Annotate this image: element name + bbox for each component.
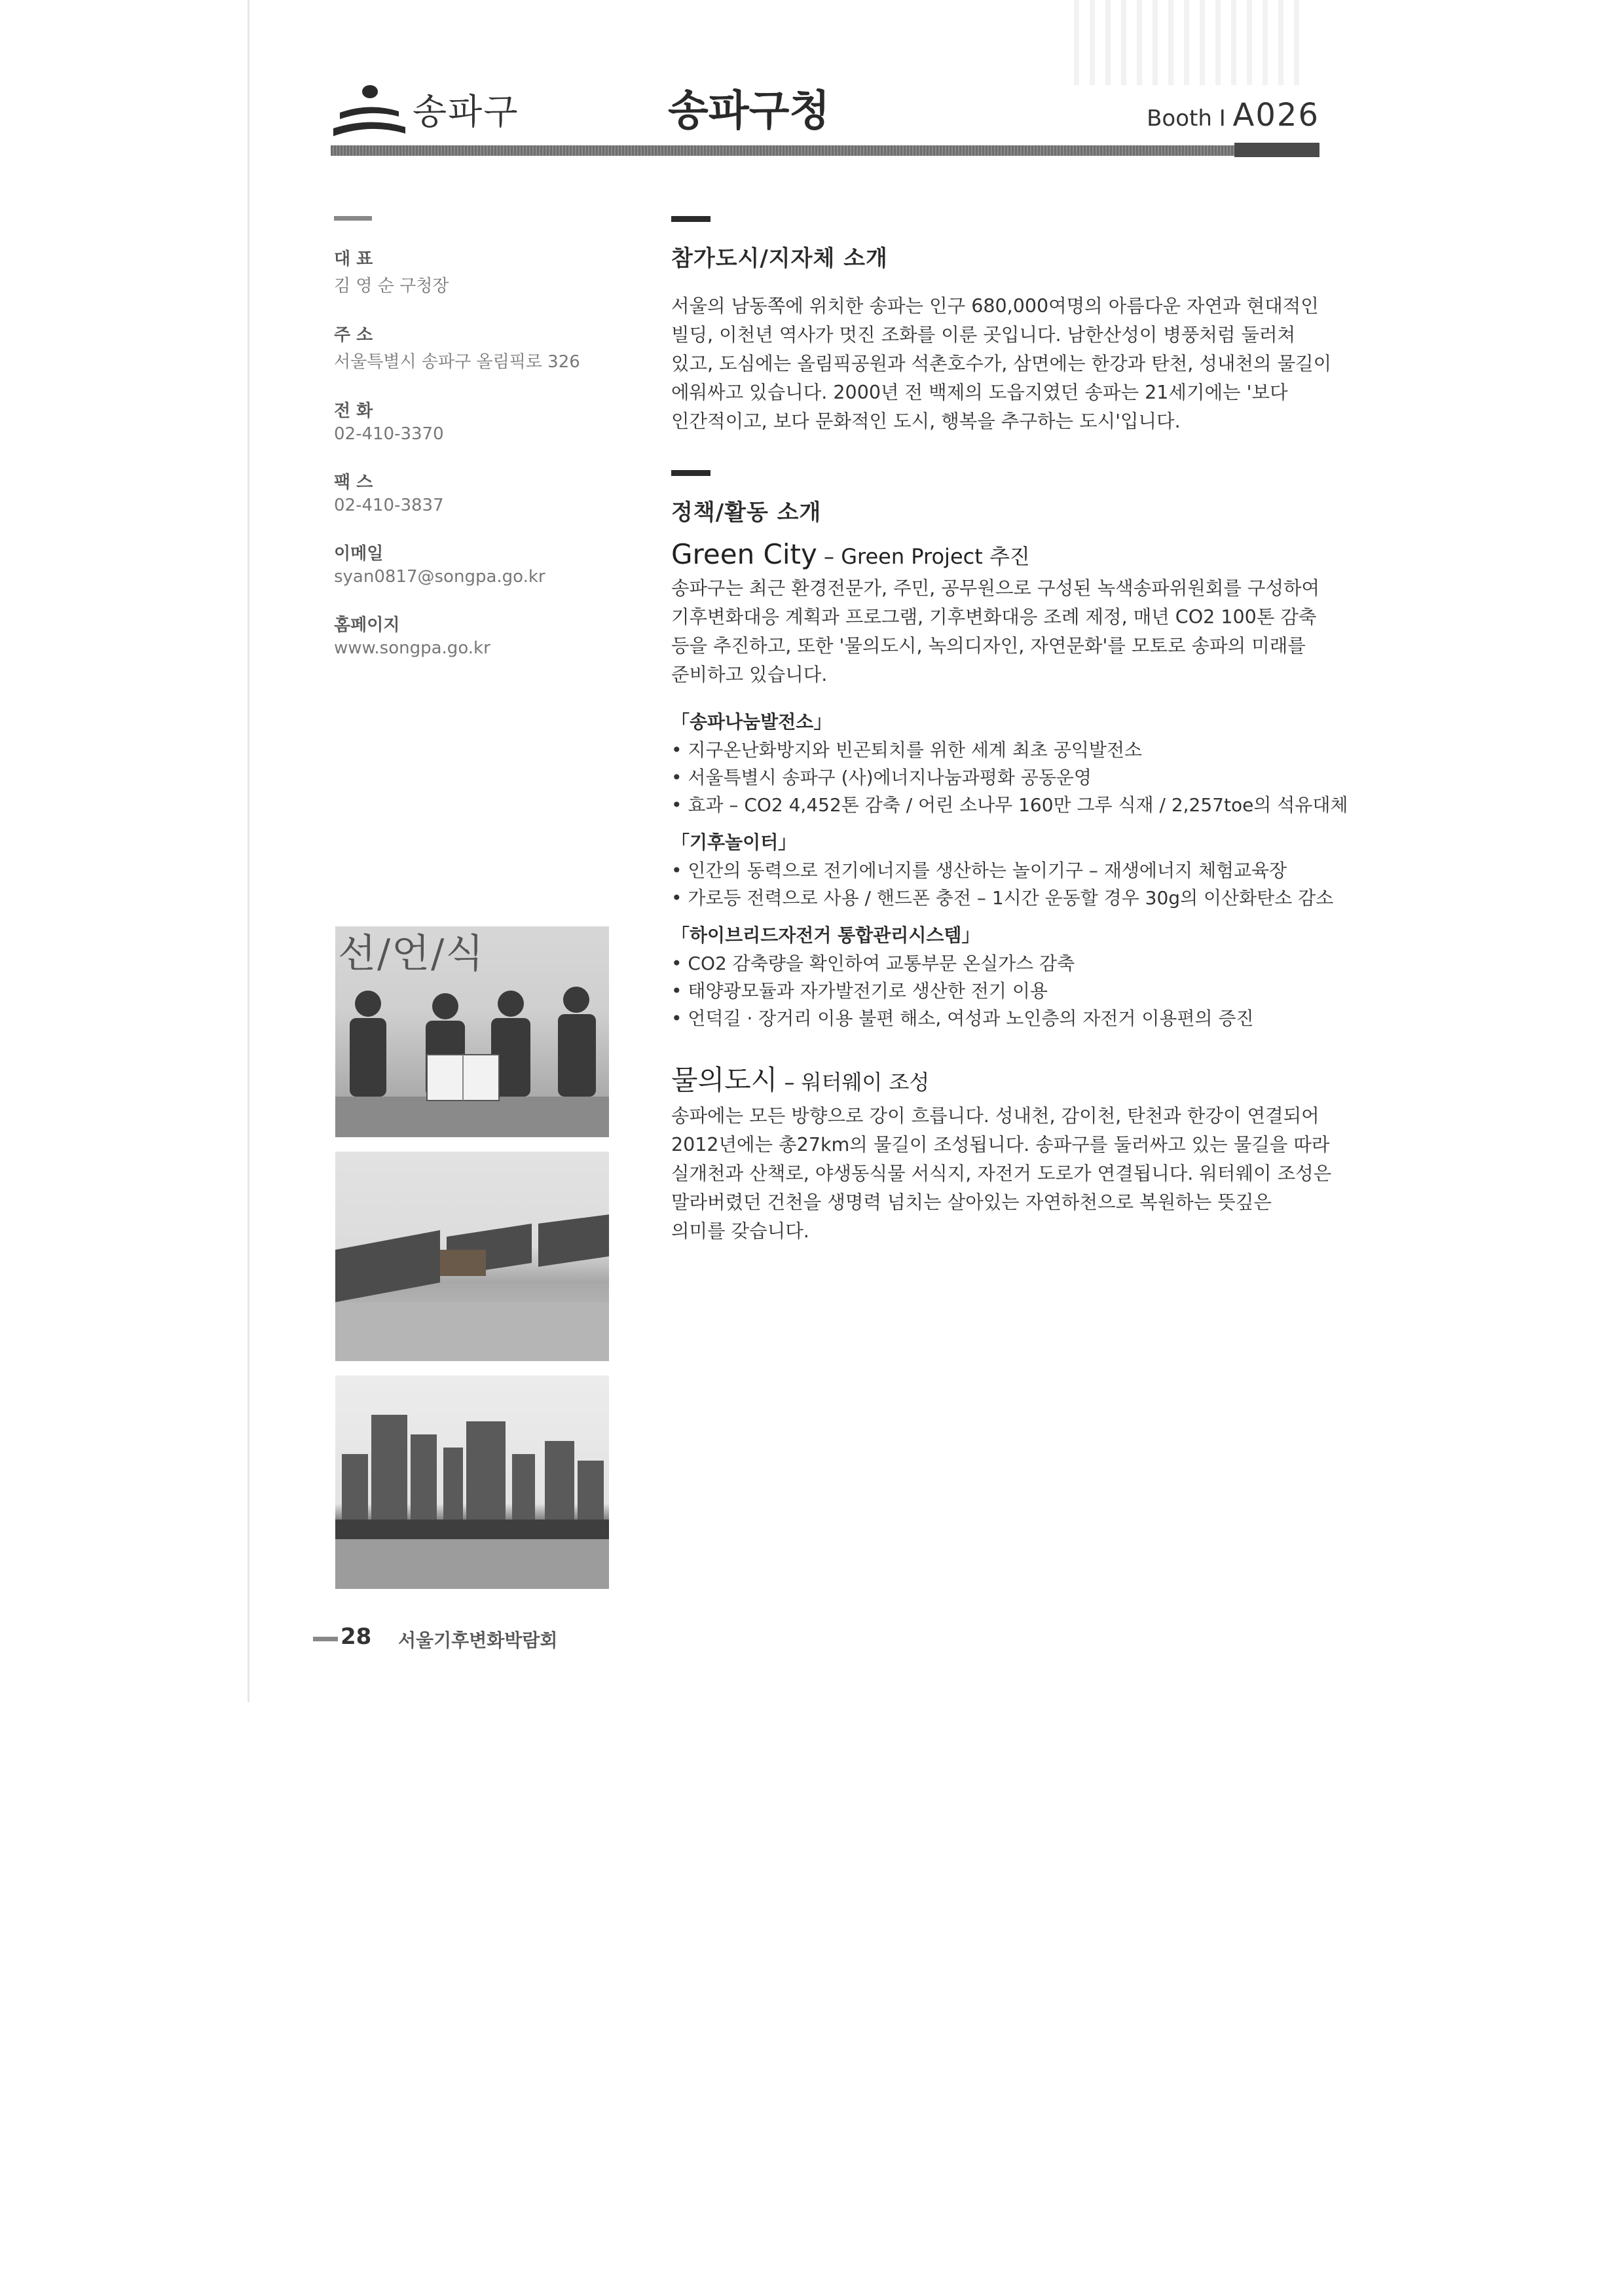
section-mark xyxy=(671,470,710,476)
program-bullet: • 효과 – CO2 4,452톤 감축 / 어린 소나무 160만 그루 식재 / 2,257toe의 석유대체 xyxy=(671,794,1348,816)
main-content xyxy=(671,216,1348,1246)
green-city-line: 등을 추진하고, 또한 '물의도시, 녹의디자인, 자연문화'를 모토로 송파의 미래를 xyxy=(671,635,1306,657)
skyline-icon xyxy=(335,1376,609,1589)
program-bullet: • 태양광모듈과 자가발전기로 생산한 전기 이용 xyxy=(671,980,1048,1002)
photo-column xyxy=(335,926,610,1603)
scan-artifact xyxy=(1074,0,1310,85)
green-city-subhead xyxy=(671,538,1320,570)
fax-label: 팩 스 xyxy=(334,473,373,492)
water-city-line: 의미를 갖습니다. xyxy=(671,1220,809,1242)
homepage-value: www.songpa.go.kr xyxy=(334,638,490,658)
email-value: syan0817@songpa.go.kr xyxy=(334,567,545,587)
homepage-label: 홈페이지 xyxy=(334,615,400,635)
booth-label xyxy=(1147,97,1320,134)
header-rule-accent xyxy=(1234,143,1320,157)
intro-heading: 참가도시/지자체 소개 xyxy=(671,246,888,272)
water-city-subtitle: – 워터웨이 조성 xyxy=(777,1070,930,1095)
green-city-line: 기후변화대응 계획과 프로그램, 기후변화대응 조례 제정, 매년 CO2 100톤 감축 xyxy=(671,606,1317,628)
program-bullet: • 가로등 전력으로 사용 / 핸드폰 충전 – 1시간 운동할 경우 30g의 이산화탄소 감소 xyxy=(671,887,1334,909)
intro-line: 인간적이고, 보다 문화적인 도시, 행복을 추구하는 도시'입니다. xyxy=(671,410,1181,432)
info-sidebar xyxy=(334,216,583,683)
address-label: 주 소 xyxy=(334,325,373,345)
program-title: 「기후놀이터」 xyxy=(671,831,797,853)
phone-label: 전 화 xyxy=(334,401,373,421)
address-value: 서울특별시 송파구 올림픽로 326 xyxy=(334,352,580,372)
water-city-subhead xyxy=(671,1059,1320,1098)
header-rule xyxy=(331,145,1320,156)
songpa-logo-icon xyxy=(331,82,408,145)
page-edge xyxy=(248,0,249,1702)
program-bullet: • 서울특별시 송파구 (사)에너지나눔과평화 공동운영 xyxy=(671,767,1092,788)
city-skyline-photo xyxy=(335,1376,609,1589)
phone-value: 02-410-3370 xyxy=(334,424,444,444)
photo-caption: 선/언/식 xyxy=(338,931,485,977)
water-city-line: 말라버렸던 건천을 생명력 넘치는 살아있는 자연하천으로 복원하는 뜻깊은 xyxy=(671,1192,1272,1213)
solar-panel-icon xyxy=(335,1152,609,1361)
program-bullet: • CO2 감축량을 확인하여 교통부문 온실가스 감축 xyxy=(671,953,1075,974)
water-city-line: 송파에는 모든 방향으로 강이 흐릅니다. 성내천, 감이천, 탄천과 한강이 연결되어 xyxy=(671,1105,1320,1127)
intro-line: 빌딩, 이천년 역사가 멋진 조화를 이룬 곳입니다. 남한산성이 병풍처럼 둘러쳐 xyxy=(671,324,1296,346)
booth-word: Booth xyxy=(1147,105,1212,132)
booth-code: A026 xyxy=(1232,97,1320,134)
fax-value: 02-410-3837 xyxy=(334,496,444,515)
representative-label: 대 표 xyxy=(334,249,373,269)
water-city-line: 2012년에는 총27km의 물길이 조성됩니다. 송파구를 둘러싸고 있는 물길을 따라 xyxy=(671,1134,1330,1156)
booth-separator: I xyxy=(1219,105,1226,132)
intro-line: 서울의 남동쪽에 위치한 송파는 인구 680,000여명의 아름다운 자연과 현대적인 xyxy=(671,295,1319,317)
green-city-line: 송파구는 최근 환경전문가, 주민, 공무원으로 구성된 녹색송파위원회를 구성하여 xyxy=(671,577,1320,599)
intro-line: 에워싸고 있습니다. 2000년 전 백제의 도읍지였던 송파는 21세기에는 '보다 xyxy=(671,382,1288,403)
program-title: 「송파나눔발전소」 xyxy=(671,711,832,733)
policy-heading: 정책/활동 소개 xyxy=(671,500,822,526)
water-city-line: 실개천과 산책로, 야생동식물 서식지, 자전거 도로가 연결됩니다. 워터웨이 조성은 xyxy=(671,1163,1332,1184)
publication-title: 서울기후변화박람회 xyxy=(398,1630,558,1651)
program-bullet: • 지구온난화방지와 빈곤퇴치를 위한 세계 최초 공익발전소 xyxy=(671,739,1143,761)
program-bullet: • 인간의 동력으로 전기에너지를 생산하는 놀이기구 – 재생에너지 체험교육장 xyxy=(671,860,1287,881)
page-title: 송파구청 xyxy=(668,87,830,136)
page-number: 28 xyxy=(341,1624,372,1650)
program-title: 「하이브리드자전거 통합관리시스템」 xyxy=(671,924,980,946)
page-header xyxy=(331,77,1320,155)
green-city-title: Green City xyxy=(671,538,817,570)
sidebar-tick xyxy=(334,216,372,221)
program-bullet: • 언덕길 · 장거리 이용 불편 해소, 여성과 노인층의 자전거 이용편의 증진 xyxy=(671,1008,1254,1029)
footer-bar xyxy=(313,1637,338,1641)
intro-line: 있고, 도심에는 올림픽공원과 석촌호수가, 삼면에는 한강과 탄천, 성내천의 물길이 xyxy=(671,353,1332,374)
email-label: 이메일 xyxy=(334,544,384,564)
representative-value: 김 영 순 구청장 xyxy=(334,276,449,296)
logo-text: 송파구 xyxy=(413,91,519,132)
water-city-title: 물의도시 xyxy=(671,1064,778,1096)
green-city-subtitle: – Green Project 추진 xyxy=(817,544,1030,569)
green-city-line: 준비하고 있습니다. xyxy=(671,664,828,685)
section-mark xyxy=(671,216,710,222)
declaration-ceremony-photo xyxy=(335,926,609,1137)
solar-power-plant-photo xyxy=(335,1152,609,1361)
